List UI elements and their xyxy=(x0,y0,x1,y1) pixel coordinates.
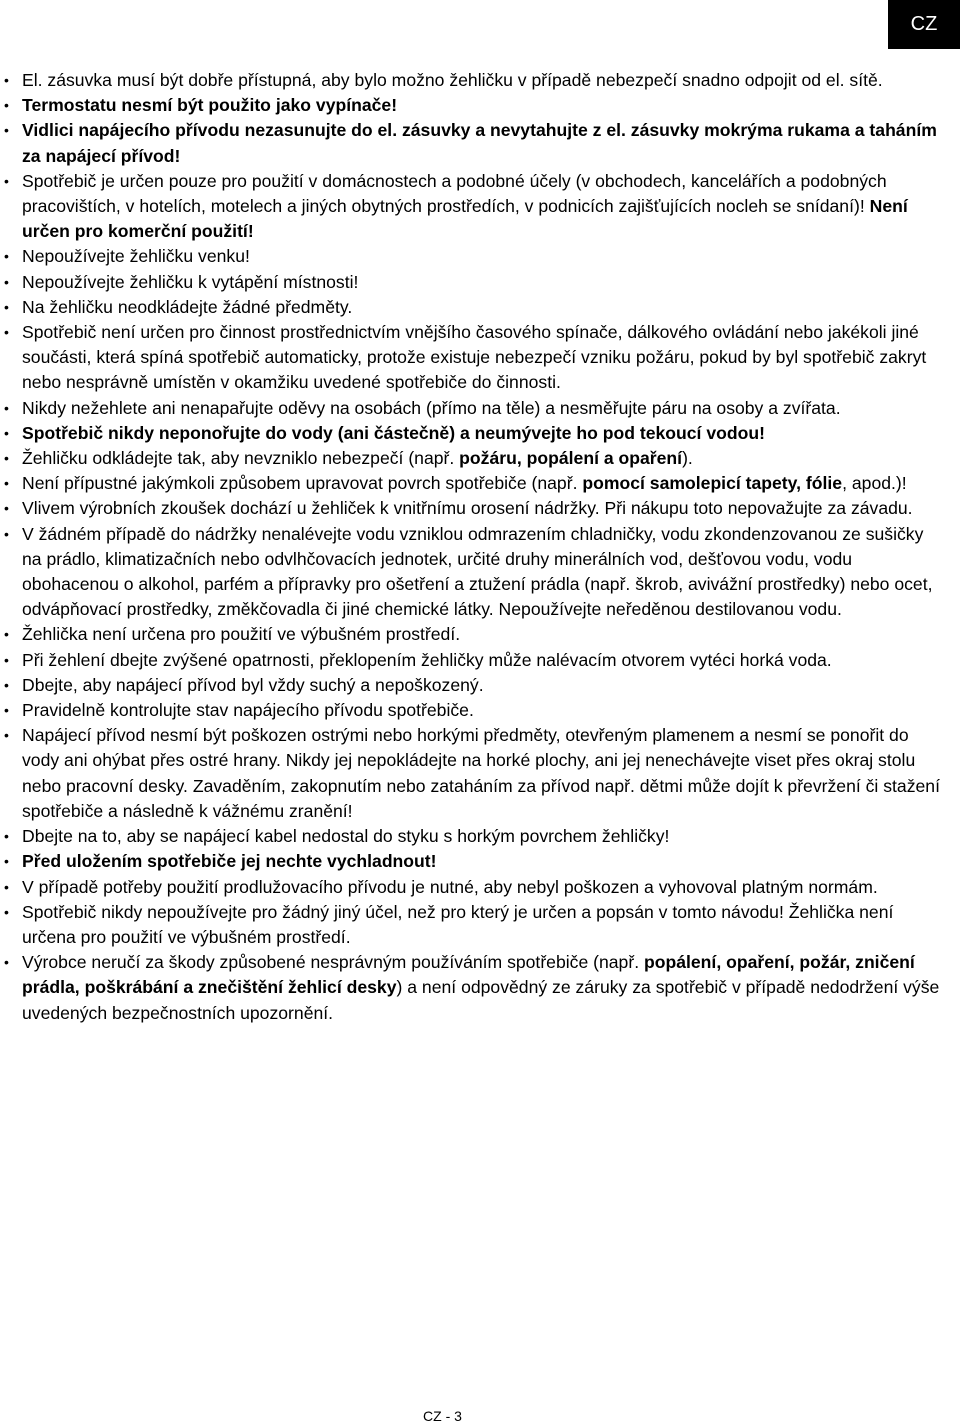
bullet-icon: • xyxy=(4,97,9,114)
item-text: Spotřebič je určen pouze pro použití v domácnostech a podobné účely (v obchodech, kancelářích a podobných pracovištích, v hotelích, motelech a jiných obytných prostředích, v podnicích zajišťujících nocleh se snídaní)! xyxy=(22,170,887,217)
bullet-icon: • xyxy=(4,828,9,845)
item-text: Výrobce neručí za škody způsobené nesprávným používáním spotřebiče (např. xyxy=(22,952,644,973)
bullet-icon: • xyxy=(4,853,9,870)
bullet-icon: • xyxy=(4,626,9,643)
list-item xyxy=(0,698,940,723)
item-text: Napájecí přívod nesmí být poškozen ostrými nebo horkými předměty, otevřeným plamenem a nesmí se ponořit do vody ani ohýbat přes ostré hrany. Nikdy jej nepokládejte na horké plochy, ani jej nenechávejte viset přes okraj stolu nebo pracovní desky. Zavaděním, zakopnutím nebo zataháním za přívod např. dětmi může dojít k převržení či stažení spotřebiče a následně k vážnému zranění! xyxy=(22,725,940,821)
list-item xyxy=(0,244,940,269)
bullet-icon: • xyxy=(4,878,9,895)
bold-text: Není určen pro komerční použití! xyxy=(22,196,908,242)
item-text: El. zásuvka musí být dobře přístupná, aby bylo možno žehličku v případě nebezpečí snadno odpojit od el. sítě. xyxy=(22,70,883,90)
list-item xyxy=(0,496,940,521)
bold-text: požáru, popálení a opaření xyxy=(459,448,683,469)
bullet-icon: • xyxy=(4,651,9,668)
bullet-icon: • xyxy=(4,702,9,719)
list-item xyxy=(0,169,940,245)
list-item xyxy=(0,471,940,496)
bullet-icon: • xyxy=(4,399,9,416)
item-text: Dbejte na to, aby se napájecí kabel nedostal do styku s horkým povrchem žehličky! xyxy=(22,826,670,847)
bullet-icon: • xyxy=(4,676,9,693)
item-text: Nepoužívejte žehličku venku! xyxy=(22,246,250,267)
bold-text: popálení, opaření, požár, zničení prádla, poškrábání a znečištění žehlicí desky xyxy=(22,952,915,998)
bullet-icon: • xyxy=(4,727,9,744)
item-text: Není přípustné jakýmkoli způsobem upravovat povrch spotřebiče (např. xyxy=(22,473,583,494)
bold-text: Před uložením spotřebiče jej nechte vychladnout! xyxy=(22,851,437,872)
item-text: Nepoužívejte žehličku k vytápění místnosti! xyxy=(22,271,359,292)
item-text: V případě potřeby použití prodlužovacího přívodu je nutné, aby nebyl poškozen a vyhovoval platným normám. xyxy=(22,876,878,897)
bullet-icon: • xyxy=(4,324,9,341)
list-item xyxy=(0,723,940,824)
bullet-icon: • xyxy=(4,903,9,920)
list-item xyxy=(0,950,940,1026)
list-item xyxy=(0,270,940,295)
item-text: Žehličku odkládejte tak, aby nevzniklo nebezpečí (např. xyxy=(22,448,460,469)
bullet-icon: • xyxy=(4,172,9,189)
list-item xyxy=(0,396,940,421)
item-text: V žádném případě do nádržky nenalévejte vodu vzniklou odmrazením chladničky, vodu zkondenzovanou ze sušičky na prádlo, klimatizačních nebo odvlhčovacích jednotek, určité druhy minerálních vod, dešťovou vodu, vodu obohacenou o alkohol, parfém a přípravky pro ošetření a ztužení prádla (např. škrob, avivážní prostředky) nebo ocet, odvápňovací prostředky, změkčovadla či jiné chemické látky. Nepoužívejte neředěnou destilovanou vodu. xyxy=(22,523,933,620)
list-item xyxy=(0,320,940,396)
item-text: Spotřebič není určen pro činnost prostřednictvím vnějšího časového spínače, dálkového ovládání nebo jakékoli jiné součásti, která spíná spotřebič automaticky, protože existuje nebezpečí vzniku požáru, pokud by byl spotřebič zakryt nebo nesprávně umístěn v okamžiku uvedené spotřebiče do činnosti. xyxy=(22,322,927,393)
bullet-icon: • xyxy=(4,298,9,315)
list-item xyxy=(0,622,940,647)
item-text: Vlivem výrobních zkoušek dochází u žehliček k vnitřnímu orosení nádržky. Při nákupu toto nepovažujte za závadu. xyxy=(22,498,913,519)
list-item xyxy=(0,522,940,623)
bold-text: Spotřebič nikdy neponořujte do vody (ani částečně) a neumývejte ho pod tekoucí vodou! xyxy=(22,422,765,443)
list-item xyxy=(0,849,940,874)
list-item xyxy=(0,824,940,849)
bullet-icon: • xyxy=(4,500,9,517)
bold-text: Termostatu nesmí být použito jako vypínače! xyxy=(22,95,398,116)
list-item xyxy=(0,68,940,93)
bullet-icon: • xyxy=(4,72,9,88)
bold-text: pomocí samolepicí tapety, fólie xyxy=(582,473,843,494)
list-item xyxy=(0,648,940,673)
safety-instructions xyxy=(0,68,940,1026)
bullet-icon: • xyxy=(4,273,9,290)
bullet-icon: • xyxy=(4,475,9,492)
list-item xyxy=(0,421,940,446)
list-item xyxy=(0,673,940,698)
list-item xyxy=(0,295,940,320)
item-text: Pravidelně kontrolujte stav napájecího přívodu spotřebiče. xyxy=(22,700,474,721)
item-text: , apod.)! xyxy=(842,473,907,494)
bullet-icon: • xyxy=(4,248,9,265)
item-text: Při žehlení dbejte zvýšené opatrnosti, překlopením žehličky může nalévacím otvorem vytéci horká voda. xyxy=(22,649,832,670)
item-text: Spotřebič nikdy nepoužívejte pro žádný jiný účel, než pro který je určen a popsán v tomto návodu! Žehlička není určena pro použití ve výbušném prostředí. xyxy=(22,901,894,947)
page-number: CZ - 3 xyxy=(423,1408,462,1424)
instruction-list xyxy=(0,68,940,1026)
bullet-icon: • xyxy=(4,954,9,971)
item-text: Žehlička není určena pro použití ve výbušném prostředí. xyxy=(22,624,461,645)
bullet-icon: • xyxy=(4,424,9,441)
item-text: Dbejte, aby napájecí přívod byl vždy suchý a nepoškozený. xyxy=(22,674,484,695)
bold-text: Vidlici napájecího přívodu nezasunujte do el. zásuvky a nevytahujte z el. zásuvky mokrýma rukama a taháním za napájecí přívod! xyxy=(22,120,937,166)
language-tab: CZ xyxy=(888,0,960,49)
item-text: ). xyxy=(682,448,693,469)
list-item xyxy=(0,900,940,950)
list-item xyxy=(0,93,940,118)
bullet-icon: • xyxy=(4,122,9,139)
item-text: ) a není odpovědný ze záruky za spotřebič v případě nedodržení výše uvedených bezpečnostních upozornění. xyxy=(22,977,940,1023)
item-text: Nikdy nežehlete ani nenapařujte oděvy na osobách (přímo na těle) a nesměřujte páru na osoby a zvířata. xyxy=(22,397,841,418)
bullet-icon: • xyxy=(4,450,9,467)
list-item xyxy=(0,446,940,471)
list-item xyxy=(0,875,940,900)
list-item xyxy=(0,118,940,168)
bullet-icon: • xyxy=(4,525,9,542)
item-text: Na žehličku neodkládejte žádné předměty. xyxy=(22,296,353,317)
